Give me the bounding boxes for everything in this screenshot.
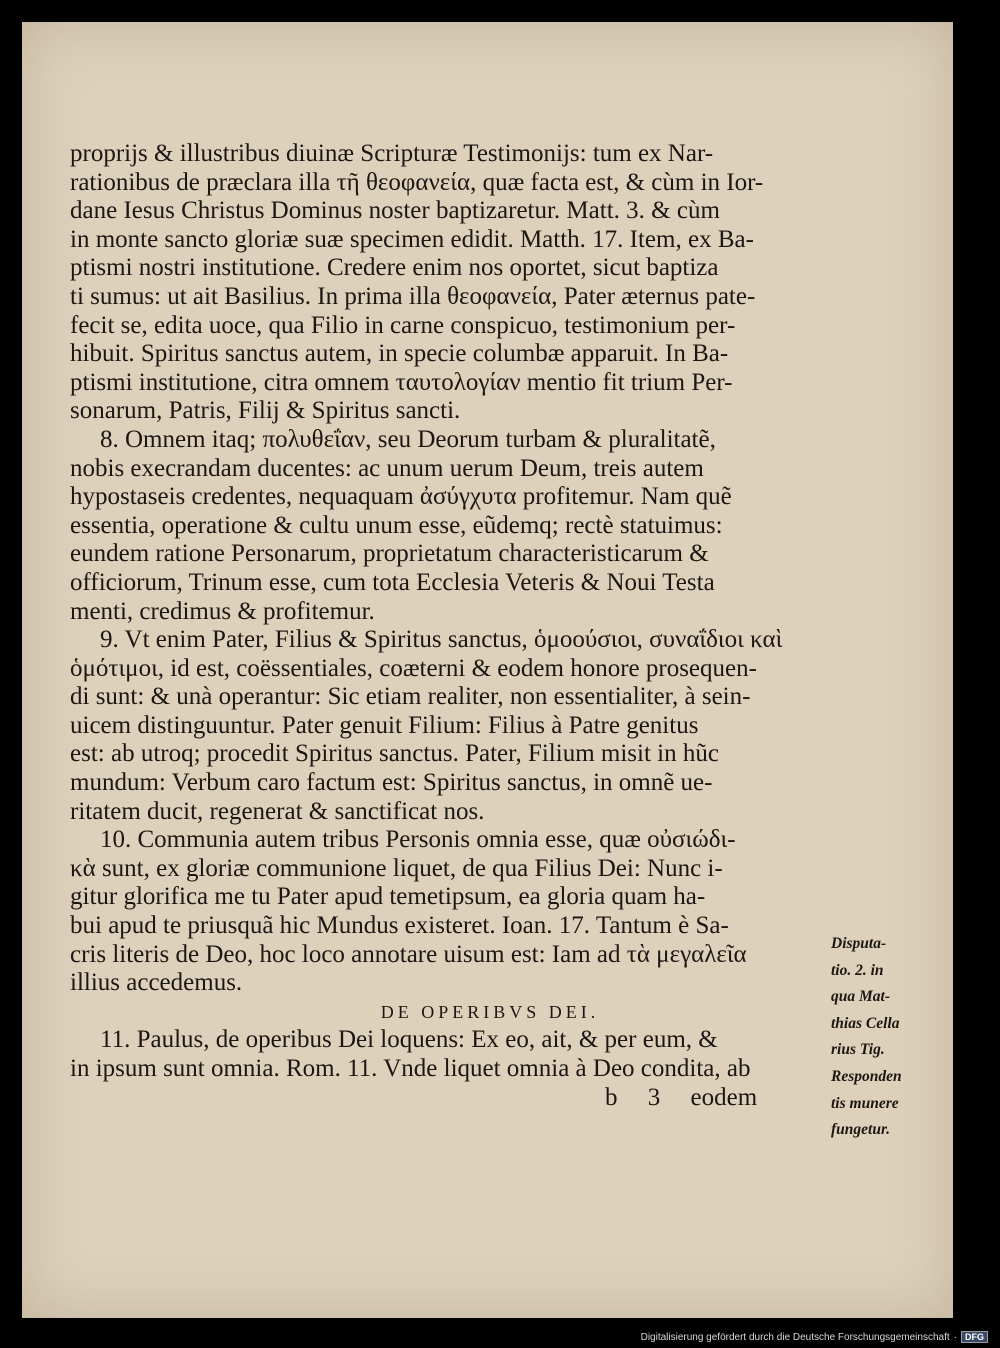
margin-note-line: Responden [831, 1067, 902, 1085]
margin-note [831, 931, 941, 1144]
text-line: mundum: Verbum caro factum est: Spiritus sanctus, in omnẽ ue- [70, 769, 713, 797]
paragraph-11-start: 11. Paulus, de operibus Dei loquens: Ex eo, ait, & per eum, & [100, 1026, 718, 1054]
text-line: officiorum, Trinum esse, cum tota Ecclesia Veteris & Noui Testa [70, 568, 715, 596]
text-line: menti, credimus & profitemur. [70, 597, 375, 625]
margin-note-line: rius Tig. [831, 1041, 885, 1059]
footer-separator: · [953, 1331, 957, 1343]
text-line: cris literis de Deo, hoc loco annotare uisum est: Iam ad τὰ μεγαλεῖα [70, 940, 747, 968]
margin-note-line: qua Mat- [831, 988, 890, 1006]
text-line: proprijs & illustribus diuinæ Scripturæ Testimonijs: tum ex Nar- [70, 140, 714, 167]
text-line: hibuit. Spiritus sanctus autem, in specie columbæ apparuit. In Ba- [70, 340, 729, 368]
footer-text: Digitalisierung gefördert durch die Deutsche Forschungsgemeinschaft [640, 1331, 950, 1343]
book-page [22, 22, 953, 1318]
margin-note-line: Disputa- [831, 935, 887, 952]
paragraph-10-start: 10. Communia autem tribus Personis omnia esse, quæ οὐσιώδι- [100, 826, 736, 854]
text-line: hypostaseis credentes, nequaquam ἀσύγχυτα profitemur. Nam quẽ [70, 483, 732, 511]
paragraph-9-start: 9. Vt enim Pater, Filius & Spiritus sanctus, ὁμοούσιοι, συναΐδιοι καὶ [100, 626, 783, 654]
margin-note-line: thias Cella [831, 1014, 900, 1032]
text-line: ptismi institutione, citra omnem ταυτολογίαν mentio fit trium Per- [70, 368, 733, 396]
text-line: eundem ratione Personarum, proprietatum characteristicarum & [70, 540, 709, 568]
text-line: ὁμότιμοι, id est, coëssentiales, coæterni & eodem honore prosequen- [70, 654, 757, 682]
text-line: essentia, operatione & cultu unum esse, eũdemq; rectè statuimus: [70, 511, 723, 539]
text-line: sonarum, Patris, Filij & Spiritus sancti. [70, 397, 461, 425]
text-line: illius accedemus. [70, 969, 243, 997]
text-line: fecit se, edita uoce, qua Filio in carne conspicuo, testimonium per- [70, 311, 736, 339]
text-line: ritatem ducit, regenerat & sanctificat nos. [70, 797, 485, 825]
text-line: bui apud te priusquã hic Mundus existeret. Ioan. 17. Tantum è Sa- [70, 912, 729, 940]
main-text-block [70, 140, 850, 1112]
text-line: rationibus de præclara illa τῆ θεοφανεία, quæ facta est, & cùm in Ior- [70, 168, 764, 196]
text-line: dane Iesus Christus Dominus noster baptizaretur. Matt. 3. & cùm [70, 197, 720, 225]
text-line: est: ab utroq; procedit Spiritus sanctus. Pater, Filium misit in hũc [70, 740, 719, 768]
text-line: gitur glorifica me tu Pater apud temetipsum, ea gloria quam ha- [70, 883, 706, 911]
text-line: ti sumus: ut ait Basilius. In prima illa θεοφανεία, Pater æternus pate- [70, 282, 756, 310]
signature-catchword: b 3 eodem [605, 1083, 758, 1111]
text-line: di sunt: & unà operantur: Sic etiam realiter, non essentialiter, à sein- [70, 683, 751, 711]
paragraph-8-start: 8. Omnem itaq; πολυθεΐαν, seu Deorum turbam & pluralitatẽ, [100, 425, 716, 453]
margin-note-line: tis munere [831, 1094, 899, 1112]
text-line: in ipsum sunt omnia. Rom. 11. Vnde liquet omnia à Deo condita, ab [70, 1055, 751, 1082]
margin-note-line: fungetur. [831, 1121, 891, 1139]
margin-note-line: tio. 2. in [831, 961, 884, 979]
text-line: nobis execrandam ducentes: ac unum uerum Deum, treis autem [70, 454, 704, 482]
dfg-logo-icon: DFG [961, 1331, 988, 1343]
text-line: uicem distinguuntur. Pater genuit Filium: Filius à Patre genitus [70, 711, 699, 739]
section-heading: DE OPERIBVS DEI. [380, 1001, 600, 1022]
text-line: κὰ sunt, ex gloriæ communione liquet, de qua Filius Dei: Nunc i- [70, 854, 723, 882]
text-line: ptismi nostri institutione. Credere enim nos oportet, sicut baptiza [70, 254, 719, 282]
footer-credit [641, 1331, 988, 1343]
text-line: in monte sancto gloriæ suæ specimen edidit. Matth. 17. Item, ex Ba- [70, 225, 754, 253]
